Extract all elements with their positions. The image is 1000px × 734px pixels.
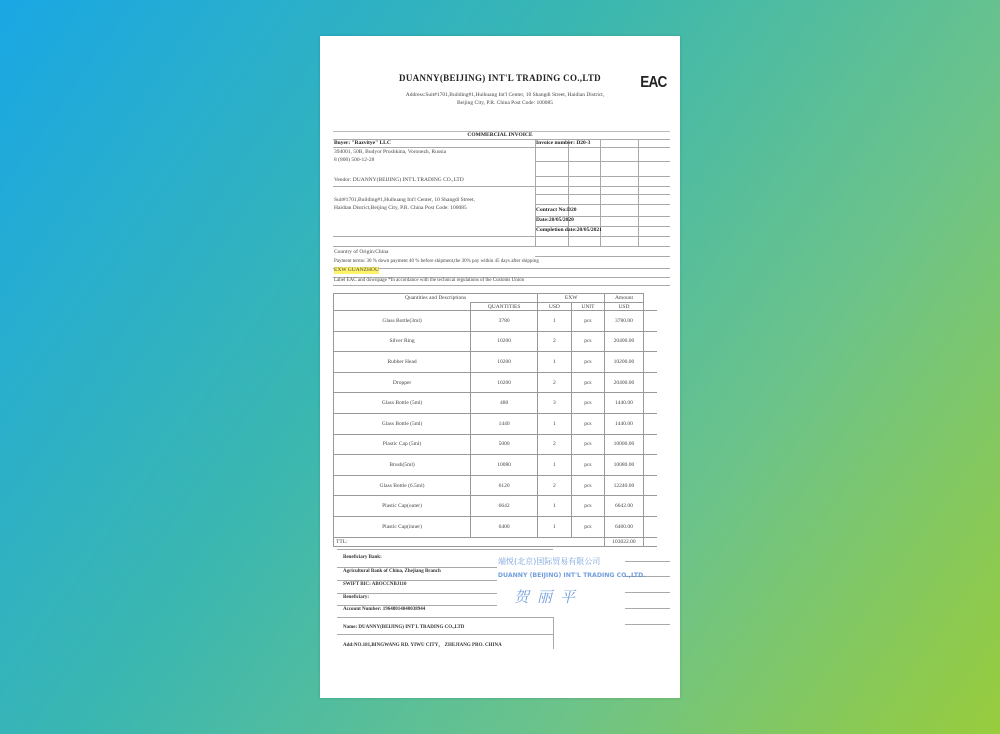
rule	[333, 186, 670, 187]
item-unit: pcs	[571, 475, 605, 496]
item-description: Plastic Cap (5ml)	[334, 434, 471, 455]
stamp-english-name: DUANNY (BEIJING) INT'L TRADING CO.,LTD.	[497, 571, 646, 579]
item-quantity: 5000	[471, 434, 538, 455]
rule	[625, 561, 670, 562]
contract-date: Date:20/05/2020	[536, 217, 574, 223]
completion-date: Completion date:20/05/2021	[536, 227, 602, 233]
rule	[625, 608, 670, 609]
rule	[625, 624, 670, 625]
invoice-document	[320, 36, 680, 698]
item-description: Glass Bottle (6.5ml)	[334, 475, 471, 496]
item-price: 2	[538, 331, 572, 352]
item-description: Dropper	[334, 372, 471, 393]
item-description: Rubber Head	[334, 352, 471, 373]
item-price: 2	[538, 372, 572, 393]
header-exw: EXW	[538, 294, 605, 303]
item-unit: pcs	[571, 311, 605, 332]
item-amount: 10080.00	[605, 455, 644, 476]
address-line-1: Address:Suit#1701,Building#1,Huihuang Int'l Center, 10 Shangdi Street, Haidian District,	[405, 92, 605, 98]
vendor-address-2: Haidian District,Beijing City, P.R. China Post Code: 100085	[334, 205, 467, 211]
table-row	[334, 352, 658, 373]
total-label: TTL:	[334, 537, 605, 546]
item-quantity: 10200	[471, 372, 538, 393]
header-amount: Amount	[605, 294, 644, 303]
item-unit: pcs	[571, 496, 605, 517]
item-price: 1	[538, 455, 572, 476]
company-stamp	[492, 554, 646, 614]
rule	[535, 161, 670, 162]
vendor-label: Vendor: DUANNY(BEIJING) INT'L TRADING CO.,LTD	[334, 177, 464, 183]
rule	[535, 176, 670, 177]
item-price: 1	[538, 496, 572, 517]
item-unit: pcs	[571, 413, 605, 434]
items-table	[333, 293, 657, 547]
item-amount: 10000.00	[605, 434, 644, 455]
beneficiary-bank-label: Beneficiary Bank:	[343, 555, 382, 560]
item-description: Glass Bottle(3ml)	[334, 311, 471, 332]
item-amount: 1440.00	[605, 413, 644, 434]
beneficiary-label: Beneficiary:	[343, 595, 370, 600]
header-unit: UNIT	[571, 303, 605, 311]
item-amount: 3780.00	[605, 311, 644, 332]
item-price: 1	[538, 413, 572, 434]
item-description: Brush(5ml)	[334, 455, 471, 476]
item-unit: pcs	[571, 434, 605, 455]
total-amount: 103022.00	[605, 537, 644, 546]
item-quantity: 6642	[471, 496, 538, 517]
swift-code: SWIFT BIC: ABOCCNBJ110	[343, 582, 407, 587]
item-quantity: 10200	[471, 352, 538, 373]
table-row	[334, 455, 658, 476]
account-number: Account Number: 19648014040038944	[343, 607, 426, 612]
item-amount: 6400.00	[605, 516, 644, 537]
buyer-address: 394001, 50B, Budyor Prushkina, Voronezh, Russia	[334, 149, 447, 155]
company-name: DUANNY(BEIJING) INT'L TRADING CO.,LTD	[399, 73, 601, 83]
item-amount: 6642.00	[605, 496, 644, 517]
header-usd: USD	[538, 303, 572, 311]
total-row	[334, 537, 658, 546]
table-row	[334, 311, 658, 332]
rule	[333, 268, 670, 269]
header-quantities: QUANTITIES	[471, 303, 538, 311]
rule	[333, 285, 670, 286]
item-quantity: 1440	[471, 413, 538, 434]
invoice-title: COMMERCIAL INVOICE	[467, 132, 533, 138]
item-description: Glass Bottle (5ml)	[334, 413, 471, 434]
table-row	[334, 516, 658, 537]
item-description: Plastic Cap(outer)	[334, 496, 471, 517]
item-amount: 20400.00	[605, 372, 644, 393]
item-price: 1	[538, 352, 572, 373]
beneficiary-address: Add:NO.181,BINGWANG RD. YIWU CITY， ZHEJIANG PRO. CHINA	[343, 643, 502, 648]
address-line-2: Beijing City, P.R. China Post Code: 100085	[456, 100, 554, 106]
item-amount: 1440.00	[605, 393, 644, 414]
table-row	[334, 496, 658, 517]
stamp-chinese-name: 端悦(北京)国际贸易有限公司	[498, 557, 601, 566]
rule	[333, 246, 670, 247]
bank-name: Agricultural Bank of China, Zhejiang Branch	[343, 569, 441, 574]
label-note: Label EAC and downpage *In accordance with the technical regulations of the Customs Union	[334, 278, 525, 283]
header-descriptions: Quantities and Descriptions	[334, 294, 538, 303]
item-description: Silver Ring	[334, 331, 471, 352]
table-row	[334, 393, 658, 414]
item-price: 2	[538, 434, 572, 455]
item-unit: pcs	[571, 372, 605, 393]
rule	[333, 236, 670, 237]
buyer-phone: 8 (800) 500-12-28	[334, 157, 375, 163]
table-row	[334, 413, 658, 434]
exw-term: EXW GUANZHOU	[334, 267, 379, 273]
rule	[625, 592, 670, 593]
item-quantity: 10200	[471, 331, 538, 352]
table-row	[334, 331, 658, 352]
item-quantity: 6120	[471, 475, 538, 496]
item-quantity: 480	[471, 393, 538, 414]
rule	[535, 204, 670, 205]
table-row	[334, 434, 658, 455]
buyer-label: Buyer: "Razvitye" LLC	[334, 140, 391, 146]
rule	[333, 147, 670, 148]
table-row	[334, 372, 658, 393]
item-unit: pcs	[571, 516, 605, 537]
rule	[535, 194, 670, 195]
beneficiary-name: Name: DUANNY(BEIJING) INT'L TRADING CO.,LTD	[343, 625, 465, 630]
contract-number: Contract No:D20	[536, 207, 577, 213]
rule	[638, 139, 639, 246]
item-amount: 10200.00	[605, 352, 644, 373]
item-unit: pcs	[571, 352, 605, 373]
item-price: 1	[538, 516, 572, 537]
country-of-origin: Country of Origin:China	[334, 249, 389, 255]
item-price: 3	[538, 393, 572, 414]
stamp-signature: 贺丽平	[514, 588, 584, 606]
item-amount: 12240.00	[605, 475, 644, 496]
eac-mark-logo: EAC	[640, 74, 667, 91]
item-quantity: 3780	[471, 311, 538, 332]
invoice-number: Invoice number: D20-3	[536, 140, 591, 146]
payment-terms: Payment terms: 30 % down payment 40 % before shipment,the 30% pay within 45 days after shipping	[334, 259, 539, 264]
item-unit: pcs	[571, 331, 605, 352]
company-address	[360, 91, 650, 107]
item-description: Glass Bottle (5ml)	[334, 393, 471, 414]
item-quantity: 6400	[471, 516, 538, 537]
table-row	[334, 475, 658, 496]
item-price: 2	[538, 475, 572, 496]
vendor-address-1: Suit#1701,Building#1,Huihuang Int'l Center, 10 Shangdi Street,	[334, 197, 475, 203]
item-unit: pcs	[571, 455, 605, 476]
item-quantity: 10080	[471, 455, 538, 476]
header-usd-amount: USD	[605, 303, 644, 311]
item-amount: 20400.00	[605, 331, 644, 352]
item-unit: pcs	[571, 393, 605, 414]
item-description: Plastic Cap(inner)	[334, 516, 471, 537]
rule	[535, 256, 670, 257]
item-price: 1	[538, 311, 572, 332]
